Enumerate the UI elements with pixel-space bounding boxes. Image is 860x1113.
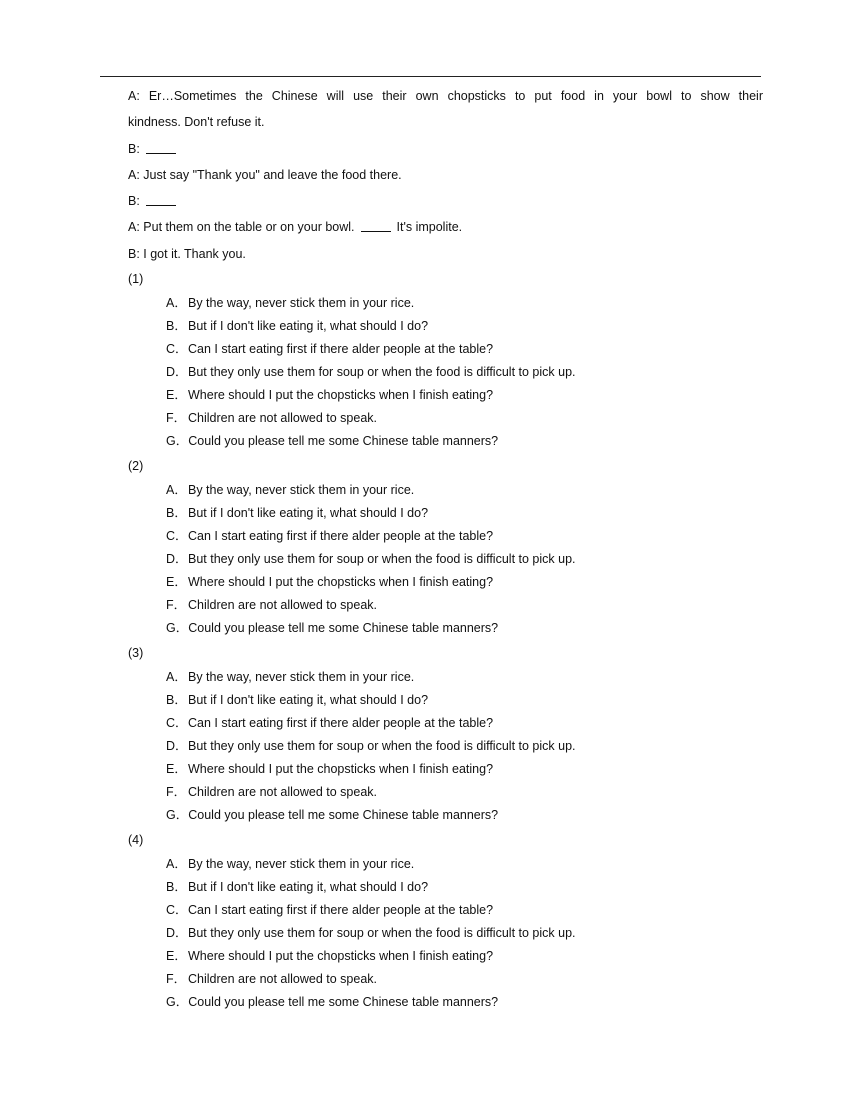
option-item[interactable] <box>166 384 763 407</box>
option-text: By the way, never stick them in your rice. <box>188 857 415 871</box>
option-item[interactable] <box>166 758 763 781</box>
option-item[interactable] <box>166 338 763 361</box>
option-list <box>166 666 763 827</box>
option-text: Could you please tell me some Chinese table manners? <box>188 621 499 635</box>
option-text: But if I don't like eating it, what should I do? <box>188 693 429 707</box>
question-block <box>128 453 763 640</box>
option-text: But if I don't like eating it, what should I do? <box>188 319 429 333</box>
option-letter: F． <box>166 598 187 612</box>
option-text: But if I don't like eating it, what should I do? <box>188 506 429 520</box>
option-text: But if I don't like eating it, what should I do? <box>188 880 429 894</box>
option-item[interactable] <box>166 479 763 502</box>
option-text: Children are not allowed to speak. <box>188 785 378 799</box>
option-item[interactable] <box>166 407 763 430</box>
option-letter: C． <box>166 716 188 730</box>
option-item[interactable] <box>166 525 763 548</box>
question-number: (1) <box>128 272 144 286</box>
option-text: Could you please tell me some Chinese table manners? <box>188 995 499 1009</box>
option-item[interactable] <box>166 945 763 968</box>
option-item[interactable] <box>166 430 763 453</box>
option-item[interactable] <box>166 571 763 594</box>
question-number: (2) <box>128 459 144 473</box>
dialogue-line-b1 <box>128 136 763 162</box>
option-list <box>166 479 763 640</box>
option-item[interactable] <box>166 922 763 945</box>
option-text: Can I start eating first if there alder people at the table? <box>188 716 494 730</box>
option-letter: E． <box>166 575 187 589</box>
dialogue-line-a1-continued: kindness. Don't refuse it. <box>128 115 265 130</box>
option-letter: D． <box>166 365 188 379</box>
option-item[interactable] <box>166 292 763 315</box>
option-text: By the way, never stick them in your rice. <box>188 483 415 497</box>
question-list <box>128 266 763 1014</box>
speaker-prefix: B: <box>128 141 140 156</box>
option-item[interactable] <box>166 781 763 804</box>
option-item[interactable] <box>166 735 763 758</box>
answer-blank-3[interactable] <box>361 217 391 232</box>
option-letter: F． <box>166 785 187 799</box>
option-item[interactable] <box>166 991 763 1014</box>
option-letter: A． <box>166 296 187 310</box>
option-letter: B． <box>166 693 187 707</box>
option-text: But they only use them for soup or when the food is difficult to pick up. <box>188 552 576 566</box>
option-text: Where should I put the chopsticks when I finish eating? <box>188 762 494 776</box>
answer-blank-1[interactable] <box>146 139 176 154</box>
option-letter: E． <box>166 949 187 963</box>
dialogue-line-a3 <box>128 214 763 240</box>
option-item[interactable] <box>166 804 763 827</box>
option-letter: G． <box>166 995 189 1009</box>
option-item[interactable] <box>166 502 763 525</box>
option-item[interactable] <box>166 666 763 689</box>
dialogue-line-b2 <box>128 188 763 214</box>
option-letter: D． <box>166 926 188 940</box>
dialogue-line-a1: A: Er…Sometimes the Chinese will use their own chopsticks to put food in your bowl to show their <box>128 89 763 103</box>
option-letter: A． <box>166 483 187 497</box>
option-letter: B． <box>166 880 187 894</box>
option-text: Could you please tell me some Chinese table manners? <box>188 434 499 448</box>
answer-blank-2[interactable] <box>146 191 176 206</box>
dialogue-text: A: Put them on the table or on your bowl. <box>128 220 355 235</box>
option-item[interactable] <box>166 853 763 876</box>
option-text: Children are not allowed to speak. <box>188 411 378 425</box>
option-letter: F． <box>166 411 187 425</box>
option-text: Children are not allowed to speak. <box>188 972 378 986</box>
option-text: Can I start eating first if there alder people at the table? <box>188 903 494 917</box>
option-letter: F． <box>166 972 187 986</box>
option-item[interactable] <box>166 876 763 899</box>
option-text: Could you please tell me some Chinese table manners? <box>188 808 499 822</box>
option-letter: E． <box>166 762 187 776</box>
option-text: By the way, never stick them in your rice. <box>188 670 415 684</box>
option-text: But they only use them for soup or when the food is difficult to pick up. <box>188 926 576 940</box>
dialogue-passage <box>128 83 763 267</box>
option-letter: C． <box>166 342 188 356</box>
option-letter: G． <box>166 808 189 822</box>
option-text: By the way, never stick them in your rice. <box>188 296 415 310</box>
question-block <box>128 266 763 453</box>
option-item[interactable] <box>166 315 763 338</box>
dialogue-text: It's impolite. <box>396 220 463 235</box>
option-letter: A． <box>166 670 187 684</box>
speaker-prefix: B: <box>128 194 140 209</box>
option-text: Where should I put the chopsticks when I finish eating? <box>188 388 494 402</box>
option-letter: G． <box>166 434 189 448</box>
question-block <box>128 827 763 1014</box>
option-item[interactable] <box>166 899 763 922</box>
option-letter: D． <box>166 552 188 566</box>
option-letter: G． <box>166 621 189 635</box>
option-text: Can I start eating first if there alder people at the table? <box>188 529 494 543</box>
option-letter: C． <box>166 529 188 543</box>
option-text: Children are not allowed to speak. <box>188 598 378 612</box>
option-letter: C． <box>166 903 188 917</box>
option-text: But they only use them for soup or when the food is difficult to pick up. <box>188 739 576 753</box>
option-item[interactable] <box>166 594 763 617</box>
header-divider <box>100 76 761 77</box>
option-text: Where should I put the chopsticks when I finish eating? <box>188 575 494 589</box>
option-item[interactable] <box>166 361 763 384</box>
option-text: Can I start eating first if there alder people at the table? <box>188 342 494 356</box>
option-list <box>166 292 763 453</box>
option-letter: E． <box>166 388 187 402</box>
option-letter: B． <box>166 319 187 333</box>
question-number: (4) <box>128 833 144 847</box>
dialogue-line-a2: A: Just say "Thank you" and leave the food there. <box>128 167 402 182</box>
option-item[interactable] <box>166 712 763 735</box>
option-item[interactable] <box>166 968 763 991</box>
option-list <box>166 853 763 1014</box>
option-item[interactable] <box>166 617 763 640</box>
question-number: (3) <box>128 646 144 660</box>
option-letter: D． <box>166 739 188 753</box>
option-item[interactable] <box>166 689 763 712</box>
option-letter: A． <box>166 857 187 871</box>
question-block <box>128 640 763 827</box>
dialogue-line-b3: B: I got it. Thank you. <box>128 246 246 261</box>
option-text: Where should I put the chopsticks when I finish eating? <box>188 949 494 963</box>
option-text: But they only use them for soup or when the food is difficult to pick up. <box>188 365 576 379</box>
option-letter: B． <box>166 506 187 520</box>
option-item[interactable] <box>166 548 763 571</box>
